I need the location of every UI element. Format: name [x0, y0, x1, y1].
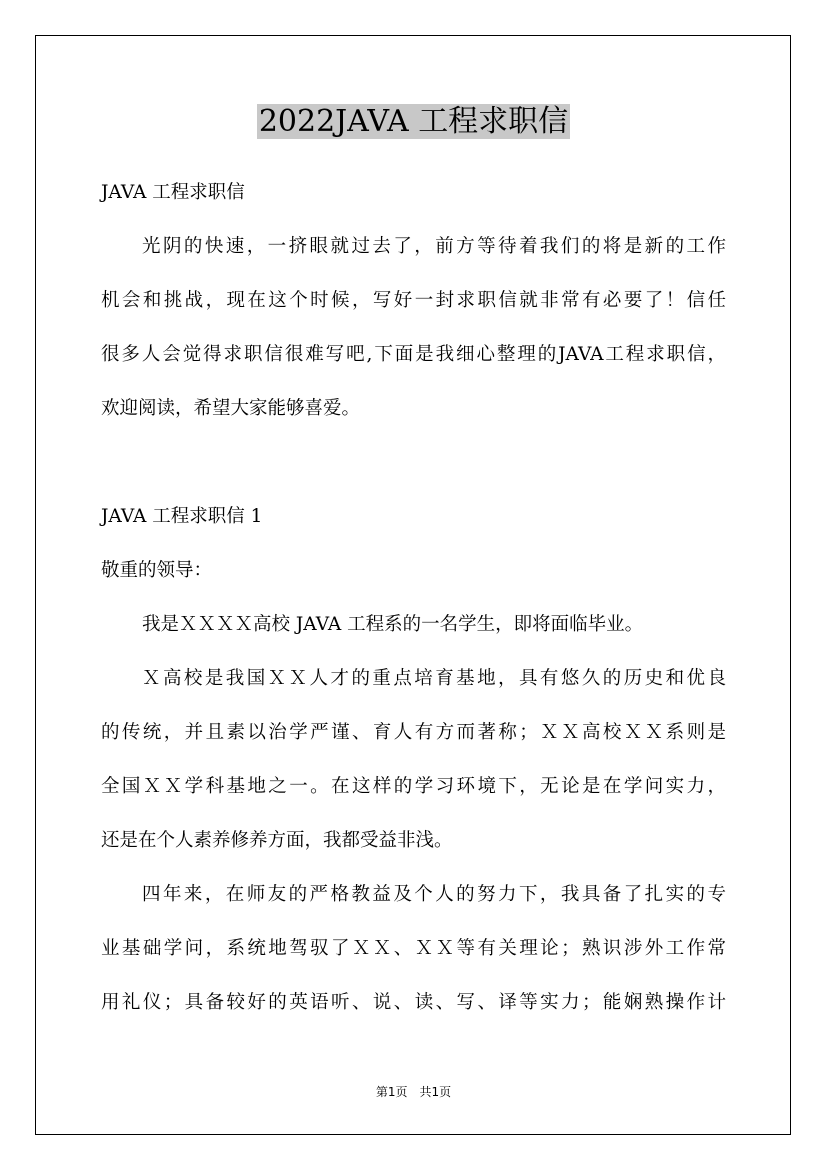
paragraph-line: 的传统，并且素以治学严谨、育人有方而著称；ＸＸ高校ＸＸ系则是 [101, 722, 726, 743]
paragraph-line: Ｘ高校是我国ＸＸ人才的重点培育基地，具有悠久的历史和优良 [142, 668, 726, 689]
paragraph-line: 用礼仪；具备较好的英语听、说、读、写、译等实力；能娴熟操作计 [101, 992, 726, 1013]
paragraph-line: 全国ＸＸ学科基地之一。在这样的学习环境下，无论是在学问实力， [101, 776, 726, 797]
document-title [0, 102, 827, 142]
document-title-text: 2022JAVA 工程求职信 [258, 104, 569, 139]
paragraph-line: 光阴的快速，一挤眼就过去了，前方等待着我们的将是新的工作 [142, 236, 726, 257]
paragraph-line: 业基础学问，系统地驾驭了ＸＸ、ＸＸ等有关理论；熟识涉外工作常 [101, 938, 726, 959]
paragraph-line: 欢迎阅读，希望大家能够喜爱。 [101, 398, 361, 419]
section-heading-letter-1: JAVA 工程求职信 1 [101, 506, 263, 527]
paragraph-line: 很多人会觉得求职信很难写吧,下面是我细心整理的JAVA工程求职信， [101, 344, 726, 365]
paragraph-line: 机会和挑战，现在这个时候，写好一封求职信就非常有必要了！信任 [101, 290, 726, 311]
paragraph-line: 还是在个人素养修养方面，我都受益非浅。 [101, 830, 453, 851]
section-heading-intro: JAVA 工程求职信 [101, 182, 245, 203]
paragraph-line: 四年来，在师友的严格教益及个人的努力下，我具备了扎实的专 [142, 884, 726, 905]
page-number-footer: 第1页 共1页 [375, 1085, 452, 1099]
salutation: 敬重的领导： [101, 560, 213, 581]
paragraph-line: 我是ＸＸＸＸ高校 JAVA 工程系的一名学生，即将面临毕业。 [142, 614, 644, 635]
